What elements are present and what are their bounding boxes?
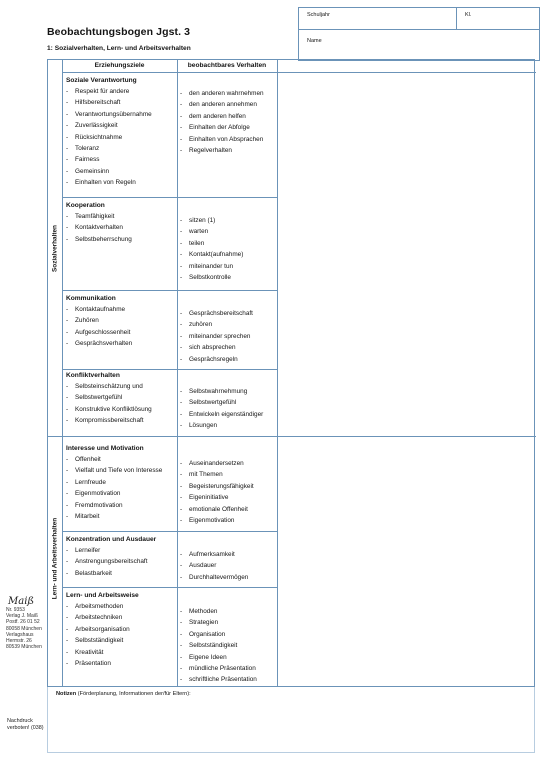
verhalten-item: - miteinander sprechen — [180, 331, 253, 342]
ziel-item: - Anstrengungsbereitschaft — [66, 556, 156, 567]
block-konfliktverhalten — [66, 372, 152, 427]
verhalten-item: - Methoden — [180, 606, 257, 617]
notes-label — [56, 691, 191, 697]
ziel-item: - Selbsteinschätzung und — [66, 381, 152, 392]
verhalten-list — [180, 549, 248, 583]
notes-hint: (Förderplanung, Informationen der/für Eltern): — [77, 691, 191, 697]
verhalten-item: - Einhalten von Absprachen — [180, 134, 264, 145]
verhalten-item: - sitzen (1) — [180, 215, 243, 226]
publisher-line: 80058 München — [6, 625, 42, 632]
verhalten-list — [180, 88, 264, 156]
verhalten-item: - dem anderen helfen — [180, 111, 264, 122]
verhalten-item: - Selbstkontrolle — [180, 272, 243, 283]
observation-table — [47, 59, 535, 687]
verhalten-list — [180, 458, 254, 526]
verhalten-item: - Lösungen — [180, 420, 263, 431]
copyright-line: Nachdruck — [7, 718, 33, 724]
column-header-ziele: Erziehungsziele — [94, 62, 145, 69]
verhalten-item: - Organisation — [180, 629, 257, 640]
block-title: Interesse und Motivation — [66, 445, 144, 452]
verhalten-item: - sich absprechen — [180, 342, 253, 353]
section-label-sozialverhalten: Sozialverhalten — [51, 225, 59, 272]
verhalten-item: - Eigenmotivation — [180, 515, 254, 526]
ziel-item: - Konstruktive Konfliktlösung — [66, 404, 152, 415]
verhalten-item: - Kontakt(aufnahme) — [180, 249, 243, 260]
verhalten-item: - zuhören — [180, 319, 253, 330]
block-title: Kooperation — [66, 202, 105, 209]
block-soziale-verantwortung — [66, 77, 152, 189]
ziel-item: - Hilfsbereitschaft — [66, 97, 152, 108]
ziel-item: - Selbstständigkeit — [66, 635, 139, 646]
verhalten-list — [180, 386, 263, 432]
verhalten-list — [180, 308, 253, 365]
verhalten-item: - Auseinandersetzen — [180, 458, 254, 469]
verhalten-item: - miteinander tun — [180, 261, 243, 272]
verhalten-item: - Regelverhalten — [180, 145, 264, 156]
ziel-item: - Respekt für andere — [66, 86, 152, 97]
verhalten-item: - Gesprächsregeln — [180, 354, 253, 365]
ziel-item: - Arbeitsorganisation — [66, 624, 139, 635]
publisher-line: Postf. 26 01 52 — [6, 619, 40, 626]
column-header-verhalten: beobachtbares Verhalten — [187, 62, 267, 69]
copyright-notice — [7, 718, 44, 732]
verhalten-item: - Durchhaltevermögen — [180, 572, 248, 583]
ziel-item: - Kompromissbereitschaft — [66, 415, 152, 426]
ziel-item: - Einhalten von Regeln — [66, 177, 152, 188]
student-info-box — [298, 7, 540, 61]
ziel-item: - Vielfalt und Tiefe von Interesse — [66, 465, 162, 476]
ziel-item: - Lerneifer — [66, 545, 156, 556]
publisher-signature: Maiß — [8, 596, 35, 607]
verhalten-item: - Gesprächsbereitschaft — [180, 308, 253, 319]
verhalten-item: - Entwickeln eigenständiger — [180, 409, 263, 420]
ziel-item: - Verantwortungsübernahme — [66, 109, 152, 120]
block-konzentration-ausdauer — [66, 536, 156, 579]
notes-title: Notizen — [56, 691, 77, 697]
block-title: Lern- und Arbeitsweise — [66, 592, 139, 599]
ziel-item: - Zuhören — [66, 315, 132, 326]
publisher-info — [6, 607, 42, 650]
ziel-item: - Eigenmotivation — [66, 488, 162, 499]
ziel-item: - Lernfreude — [66, 477, 162, 488]
verhalten-item: - Aufmerksamkeit — [180, 549, 248, 560]
verhalten-item: - Ausdauer — [180, 560, 248, 571]
ziel-item: - Kontaktverhalten — [66, 222, 132, 233]
verhalten-list — [180, 215, 243, 283]
name-field[interactable]: Name — [307, 38, 322, 44]
block-lern-arbeitsweise — [66, 592, 139, 669]
verhalten-item: - emotionale Offenheit — [180, 504, 254, 515]
observation-notes-area[interactable] — [278, 73, 535, 686]
verhalten-item: - warten — [180, 226, 243, 237]
publisher-line: Hermstr. 26 — [6, 638, 32, 645]
block-title: Kommunikation — [66, 295, 116, 302]
ziel-item: - Gemeinsinn — [66, 166, 152, 177]
block-interesse-motivation — [66, 445, 162, 522]
schuljahr-field[interactable]: Schuljahr — [307, 12, 330, 18]
section-label-lern-arbeitsverhalten: Lern- und Arbeitsverhalten — [51, 517, 59, 600]
block-kooperation — [66, 202, 132, 245]
ziel-item: - Arbeitstechniken — [66, 612, 139, 623]
publisher-line: Verlagshaus — [6, 631, 34, 638]
ziel-item: - Aufgeschlossenheit — [66, 327, 132, 338]
block-kommunikation — [66, 295, 132, 350]
verhalten-item: - teilen — [180, 238, 243, 249]
publisher-line: 80539 München — [6, 644, 42, 651]
verhalten-item: - mit Themen — [180, 469, 254, 480]
ziel-item: - Kontaktaufnahme — [66, 304, 132, 315]
ziel-item: - Belastbarkeit — [66, 568, 156, 579]
verhalten-item: - Einhalten der Abfolge — [180, 122, 264, 133]
ziel-item: - Fairness — [66, 154, 152, 165]
ziel-item: - Fremdmotivation — [66, 500, 162, 511]
block-title: Soziale Verantwortung — [66, 77, 137, 84]
verhalten-item: - Begeisterungsfähigkeit — [180, 481, 254, 492]
block-title: Konzentration und Ausdauer — [66, 536, 157, 543]
publisher-line: Nr. 9353 — [6, 607, 25, 613]
verhalten-item: - Selbstwahrnehmung — [180, 386, 263, 397]
ziel-item: - Gesprächsverhalten — [66, 338, 132, 349]
verhalten-item: - schriftliche Präsentation — [180, 674, 257, 685]
verhalten-item: - Selbstwertgefühl — [180, 397, 263, 408]
verhalten-item: - mündliche Präsentation — [180, 663, 257, 674]
page-title: Beobachtungsbogen Jgst. 3 — [47, 26, 191, 38]
ziel-item: - Rücksichtnahme — [66, 132, 152, 143]
publisher-line: Verlag J. Maiß — [6, 613, 38, 620]
verhalten-item: - den anderen wahrnehmen — [180, 88, 264, 99]
verhalten-item: - Strategien — [180, 617, 257, 628]
verhalten-item: - den anderen annehmen — [180, 99, 264, 110]
ziel-item: - Zuverlässigkeit — [66, 120, 152, 131]
ziel-item: - Teamfähigkeit — [66, 211, 132, 222]
ziel-item: - Selbstwertgefühl — [66, 392, 152, 403]
ziel-item: - Präsentation — [66, 658, 139, 669]
ziel-item: - Offenheit — [66, 454, 162, 465]
verhalten-item: - Eigene Ideen — [180, 652, 257, 663]
ziel-item: - Kreativität — [66, 647, 139, 658]
verhalten-list — [180, 606, 257, 686]
page-subtitle: 1: Sozialverhalten, Lern- und Arbeitsverhalten — [47, 45, 191, 52]
ziel-item: - Toleranz — [66, 143, 152, 154]
block-title: Konfliktverhalten — [66, 372, 120, 379]
verhalten-item: - Eigeninitiative — [180, 492, 254, 503]
ziel-item: - Mitarbeit — [66, 511, 162, 522]
ziel-item: - Selbstbeherrschung — [66, 234, 132, 245]
ziel-item: - Arbeitsmethoden — [66, 601, 139, 612]
klasse-field[interactable]: Kl. — [465, 12, 472, 18]
verhalten-item: - Selbstständigkeit — [180, 640, 257, 651]
copyright-line: verboten! (038) — [7, 725, 44, 731]
